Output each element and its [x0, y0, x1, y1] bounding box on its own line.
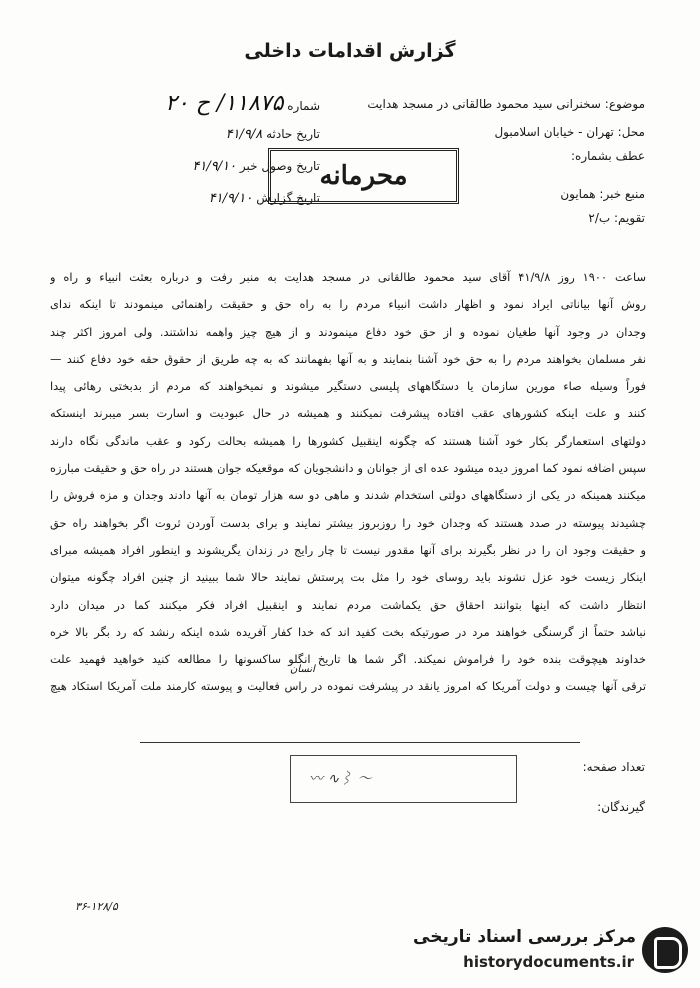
archive-url: historydocuments.ir	[463, 953, 634, 971]
receipt-date-value: ۴۱/۹/۱۰	[192, 159, 237, 174]
archive-name: مرکز بررسی اسناد تاریخی	[413, 927, 636, 947]
body-line: ترقی آنها چیست و دولت آمریکا که امروز یانقد در پیشرفت نموده در راس فعالیت و پیوسته کارمند ملت آمریکا استکاد هیچ	[50, 679, 646, 694]
body-line: وجدان در وجود آنها طغیان نموده و از حق خود دفاع مینمودند و از هیچ چیز واهمه نداشتند. ولی امروز اکثر چند	[50, 324, 646, 339]
body-line: دولتهای استعمارگر بکار خود آشنا هستند که چگونه اینقبیل کشورها را همیشه بحالت رکود و عقب ماندگی نگاه دارند	[50, 433, 646, 448]
body-line: اینکار زیست خود عزل نشوند باید روسای خود را مثل بت پرستش نمایند حالا شما ببینید از چنین افراد چگونه میتوان	[50, 570, 646, 585]
body-line: روش آنها بیاناتی ایراد نمود و اظهار داشت انبیاء مردم را به راه حق و حقیقت راهنمائی مینمودند تا اینکه ندای	[50, 297, 646, 312]
archive-logo-icon	[642, 927, 688, 973]
incident-date-label: تاریخ حادثه	[266, 127, 320, 141]
signature-scribble-icon: 〰 ∿⌇ 〜	[309, 771, 372, 787]
body-line: نباشد حتماً از گرسنگی خواهند مرد در صورتیکه بخت کفید اند که خدا کفار آفریده شده اینکه رنشد که رد بگر بالا خره	[50, 624, 646, 639]
marginal-note: انسان	[290, 664, 315, 675]
body-line: چشیدند پیوسته در صدد هستند که وجدان خود را روزبروز بیشتر نمایند و برای بدست آوردن ثروت اگر بخواهند راه حق	[50, 515, 646, 530]
body-line: میکنند همینکه در یکی از دستگاههای دولتی استخدام شدند و ماهی دو سه هزار تومان به آنها دادند وجدان و مزه فروش را	[50, 488, 646, 503]
subject-line: موضوع: سخنرانی سید محمود طالقانی در مسجد هدایت	[367, 97, 645, 111]
page-count-label: تعداد صفحه:	[582, 760, 645, 774]
footer-divider	[140, 742, 580, 743]
body-line: نفر مسلمان بخواهند مردم را به حق خود آشنا بنمایند و به آنها بفهمانند که به چه طریق از حقوق حقه خود دفاع کنند —	[50, 351, 646, 366]
report-date-label: تاریخ گزارش	[256, 191, 320, 205]
body-line: و حقیقت وجود ان را در نظر بگیرند برای آنها مقدور نیست تا چار رایج در زندان یگریشوند و اینطور افراد همیشه مبرای	[50, 542, 646, 557]
source-line: منبع خبر: همایون	[560, 187, 645, 201]
number-label: شماره	[287, 99, 320, 113]
document-number: ۳۶-۱۲۸/۵	[75, 900, 118, 913]
confidential-stamp	[268, 148, 459, 204]
recipients-label: گیرندگان:	[597, 800, 645, 814]
receipt-date-label: تاریخ وصول خبر	[239, 159, 320, 173]
location-line: محل: تهران - خیابان اسلامبول	[494, 125, 645, 139]
report-date-value: ۴۱/۹/۱۰	[208, 191, 253, 206]
body-line: کنند و علت اینکه کشورهای عقب افتاده پیشرفت نمیکنند و همیشه در حال عبودیت و اسارت بسر میبرند اینستکه	[50, 406, 646, 421]
signature-box	[290, 755, 517, 803]
body-line: انتظار داشت که اینها بتوانند احقاق حق یکماشت مردم نمایند و اینقبیل افراد فکر میکنند کما در میدان دارد	[50, 597, 646, 612]
number-value: ۱۱۸۷۵/ ح ۲۰	[165, 91, 284, 116]
body-line: فوراً وسیله صاء مورین سازمان یا دستگاههای پلیسی دستگیر میشوند و نمیخواهند که مردم از بدبختی رهائی پیدا	[50, 379, 646, 394]
body-line: ساعت ۱۹۰۰ روز ۴۱/۹/۸ آقای سید محمود طالقانی در مسجد هدایت به منبر رفت و درباره بعثت انبیاء و راه و	[50, 270, 646, 284]
body-line: خداوند هیچوقت بنده خود را فراموش نمیکند. اگر شما ها تاریخ انگلو ساکسونها را مطالعه کنید خواهید فهمید علت	[50, 652, 646, 667]
report-body	[50, 264, 646, 701]
confidential-stamp-text: محرمانه	[319, 161, 408, 191]
evaluation-line: تقویم: ب/۲	[588, 211, 645, 225]
archive-watermark	[403, 925, 688, 977]
incident-date-value: ۴۱/۹/۸	[225, 127, 263, 142]
document-title: گزارش اقدامات داخلی	[244, 40, 456, 62]
body-line: سپس اضافه نمود کما امروز دیده میشود عده ای از جوانان و دانشجویان که موقعیکه جوان هستند در راه حق و حقیقت مبارزه	[50, 461, 646, 476]
reference-line: عطف بشماره:	[570, 149, 645, 163]
